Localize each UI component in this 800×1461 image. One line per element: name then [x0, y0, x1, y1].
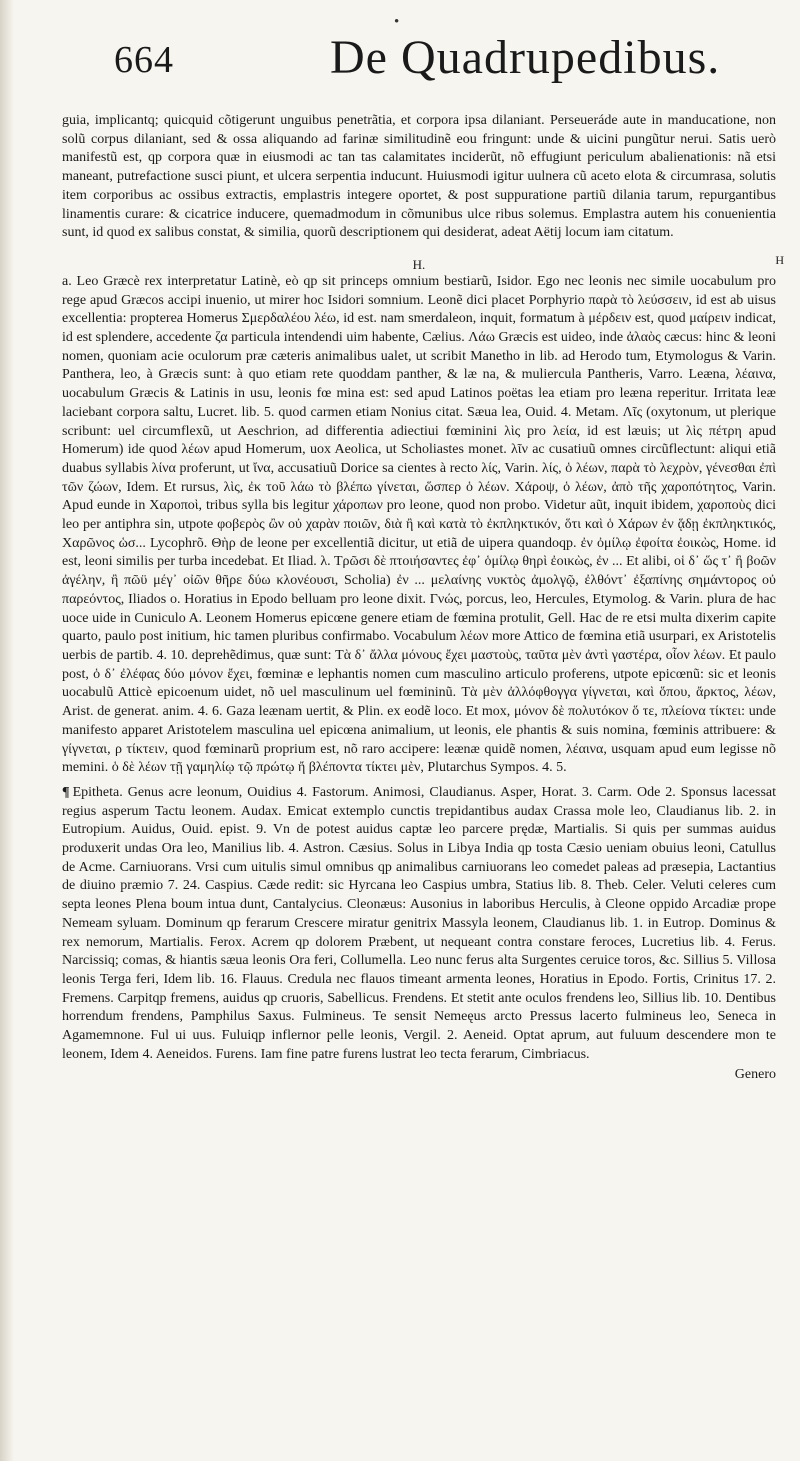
section-letter	[62, 252, 784, 272]
running-title: De Quadrupedibus.	[330, 31, 721, 84]
pilcrow-mark: ¶	[62, 784, 70, 800]
paragraph-3-text: Epitheta. Genus acre leonum, Ouidius 4. Fastorum. Animosi, Claudianus. Asper, Horat. 3. Carm. Ode 2. Sponsus lacessat regius asperum Tactu leonem. Audax. Emicat extemplo cunctis trepidantibus audax Crassa mole leo, Claudianus lib. 2. in Eutropium. Auidus, Ouid. epist. 9. Vn de potest auidus captæ leo parcere prędæ, Martialis. Si quis per summas auidus produxerit undas Ora leo, Manilius lib. 4. Astron. Cæsius. Solus in Libya India qp tosta Cæsio ueniam obuius leoni, Catullus de Acme. Carniuorans. Vrsi cum uitulis simul omnibus qp animalibus carniuorans leo comedet paleas ad præsepia, Lactantius de diuino præmio 7. 24. Caspius. Cæde redit: sic Hyrcana leo Caspius umbra, Statius lib. 8. Theb. Celer. Veluti celeres cum septa leones Plena boum intua dunt, Cantalycius. Cleonæus: Ausonius in laboribus Herculis, à Cleone oppido Arcadiæ prope Nemeam syluam. Dominum qp ferarum Crescere miratur genitrix Massyla leonem, Claudianus lib. 1. in Eutrop. Dominus & rex nemorum, Martialis. Ferox. Acrem qp dolorem Præbent, ut nequeant contra constare feroces, Lucretius lib. 4. Ferus. Narcissiq; comas, & hiantis sæua leonis Ora feri, Collumella. Leo nunc ferus alta Surgentes ceruice toros, &c. Sillius 5. Villosa leonis Terga feri, Idem lib. 16. Flauus. Credula nec flauos timeant armenta leones, Horatius in Epodo. Fortis, Crinitus 17. 2. Fremens. Carpitqp fremens, auidus qp cruoris, Sabellicus. Frendens. Et stetit ante oculos frendens leo, Sillius lib. 10. Dentibus horrendum frendens, Pamphilus Saxus. Fulmineus. Te sensit Nemeęus arcto Pressus lacerto fulmineus leo, Seneca in Agamemnone. Ful ui uus. Fuluiqp inflernor pelle leonis, Vergil. 2. Aeneid. Optat aprum, aut fuluum descendere mon te leonem, Idem 4. Aeneidos. Furens. Iam fine patre furens lustrat leo tecta ferarum, Cimbriacus.	[62, 784, 776, 1062]
section-margin-letter: H	[775, 252, 784, 267]
section-letter-label: H.	[412, 256, 426, 272]
page-number: 664	[114, 39, 174, 81]
binding-gutter	[0, 0, 14, 1461]
page-header	[62, 0, 776, 84]
catchword	[62, 1066, 776, 1085]
paragraph-2: a. Leo Græcè rex interpretatur Latinè, eò qp sit princeps omnium bestiarũ, Isidor. Ego nec leonis nec simile uocabulum pro rege apud Græcos accipi inuenio, ut mirer hoc Isidori somnium. Leonẽ dici placet Porphyrio παρὰ τὸ λεύσσειν, id est ab uisus excellentia: propterea Homerus Σμερδαλέου λέω, id est. nam smerdaleon, inquit, formatum à μέρδειν est, quod μαίρειν indicat, id est splendere, accedente ζα particula intendendi uim habente, Cælius. Λάω Græcis est uideo, inde ἀλαὸς cæcus: hinc & leoni nomen, quoniam acie oculorum præ cæteris animalibus ualet, ut scribit Manetho in lib. ad Herodo tum, Etymologus & Varin. Panthera, leo, à Græcis sunt: à quo etiam rete quoddam panther, & læ na, & muliercula Pantheris, Varro. Leæna, λέαινα, uocabulum Græcis & Latinis in usu, leonis fœ mina est: sed apud Latinos poëtas lea etiam pro leæna reperitur. Irritata leæ laciebant corpora saltu, Lucret. lib. 5. quod carmen etiam Nonius citat. Sæua lea, Ouid. 4. Metam. Λῖς (oxytonum, ut plerique scribunt: uel circumflexũ, ut Aeschrion, ad differentia adiectiui fœminini λὶς pro λεία, id est læuis; ut λὶς πέτρη apud Homerum) ide quod λέων apud Homerum, uox Aeolica, ut Scholiastes monet. λῖν ac cusatiuũ omnes circũflectunt: aliqui etiã duabus syllabis λίνα proferunt, ut ἴνα, accusatiuũ Dorice sa cientes à recto λίς, Varin. λίς, ὁ λέων, παρὰ τὸ λεχρὸν, γένεσθαι ἐπὶ τῶν ζώων, Idem. Et rursus, λὶς, ἐκ τοῦ λάω τὸ βλέπω γίνεται, ὥσπερ ὁ λέων. Χάροψ, ὁ λέων, ἀπὸ τῆς χαροπότητος, Varin. Apud eunde in Χαροποὶ, tribus sylla bis legitur χάροπων pro leone, quod non probo. Videtur aũt, inquit ibidem, χαροποὺς dici leo per antiphra sin, utpote φοβερὸς ὢν οὐ χαρὰν ποιῶν, διὰ ἢ καὶ κατὰ τὸ ἐκπληκτικόν, ὅτι καὶ ὁ Χάρων ἐν ᾅδῃ ἐκπληκτικός, Χαρῶνος ὡσ... Lycophrõ. Θὴρ de leone per excellentiã dicitur, ut etiã de uipera quandoqp. ἐν ὀμίλῳ ἐφοίτα ἐοικὼς, Home. id est, leoni similis per turba incedebat. Et Iliad. λ. Τρῶσι δὲ πτοιήσαντες ἐφ᾽ ὁμίλῳ θηρὶ ἐοικὼς, ἐν ... Et alibi, οἱ δ᾽ ὥς τ᾽ ἢ βοῶν ἀγέλην, ἢ πῶϋ μέγ᾽ οἰῶν θῆρε δύω κλονέουσι, Scholia) ἐν ... μελαίνης νυκτὸς ἀμολγῷ, ἐλθόντ᾽ ἐξαπίνης σημάντορος οὐ παρεόντος, Iliados ο. Horatius in Epodo belluam pro leone dixit. Γνώς, porcus, leo, Hercules, Etymolog. & Varin. plura de hac uoce uide in Cuniculo A. Leonem Homerus epicœne genere etiam de fœmina protulit, Gell. Hac de re etsi multa dixerim capite quarto, paulo post initium, hic tamen pluribus confirmabo. Vocabulum λέων more Attico de fœmina etiã usurpari, ex Aristotelis uerbis de partib. 4. 10. deprehẽdimus, quæ sunt: Τὰ δ᾽ ἄλλα μόνους ἔχει μαστοὺς, ταῦτα μὲν ἀντὶ γαστέρα, οἷον λέων. Et paulo post, ὁ δ᾽ ἐλέφας δύο μόνον ἔχει, fœminæ e lephantis nomen cum masculino articulo proferens, utpote epicœnũ: sic et leonis uocabulũ Atticè epicoenum uidet, nõ uel masculinum uel fœmininũ. Τὰ μὲν ἀλλόφθογγα γίγνεται, καὶ ὅπου, ἄρκτος, λέων, Arist. de generat. anim. 4. 6. Gaza leænam uertit, & Plin. ex eodẽ loco. Et mox, μόνον δὲ πολυτόκον ὅ τε, πλείονα τίκτει: unde manifesto apparet Aristotelem masculina uel epicœna animalium, ut leonis, ele phantis & suis nomina, fœminis attribuere: & γίγνεται, ρ τίκτειν, quod fœminarũ proprium est, nõ raro accipere: leænæ quidẽ nomen, λέαινα, usquam apud eum legisse nõ memini. ὁ δὲ λέων τῇ γαμηλίῳ τῷ πρώτῳ ἤ βλέποντα τίκτει μὲν, Plutarchus Sympos. 4. 5.	[62, 273, 776, 776]
body-text	[62, 84, 784, 1085]
paragraph-1: guia, implicantq; quicquid cõtigerunt unguibus penetrãtia, et corpora ipsa dilaniant. Perseueráde aute in manducatione, non solũ corpus dilaniant, sed & ossa aliquando ad farinæ similitudinẽ eou fringunt: unde & uicini pungũtur nerui. Satis uerò manifestũ est, qp corpora quæ in eiusmodi ac tan tas calamitates inciderũt, nõ effugiunt periculum abalienationis: nã etsi maneant, putrefactione susci piunt, et ulcera serpentia inducunt. Huiusmodi igitur uulnera cũ aceto elota & circumrasa, solutis item corporibus ac ossibus extractis, emplastris integere oportet, & post suppuratione partiũ dilania tarum, repurgantibus linamentis curare: & cicatrice inducere, quemadmodum in cõmunibus ulce ribus solemus. Emplastra autem his conuenientia sunt, id quod ex salibus constat, & similia, quorũ descriptionem qui desiderat, adeat Aëtij locum iam citatum.	[62, 113, 776, 241]
paragraph-3	[62, 784, 776, 1065]
top-mark: •	[394, 14, 400, 30]
catchword-text: Genero	[734, 1067, 776, 1083]
